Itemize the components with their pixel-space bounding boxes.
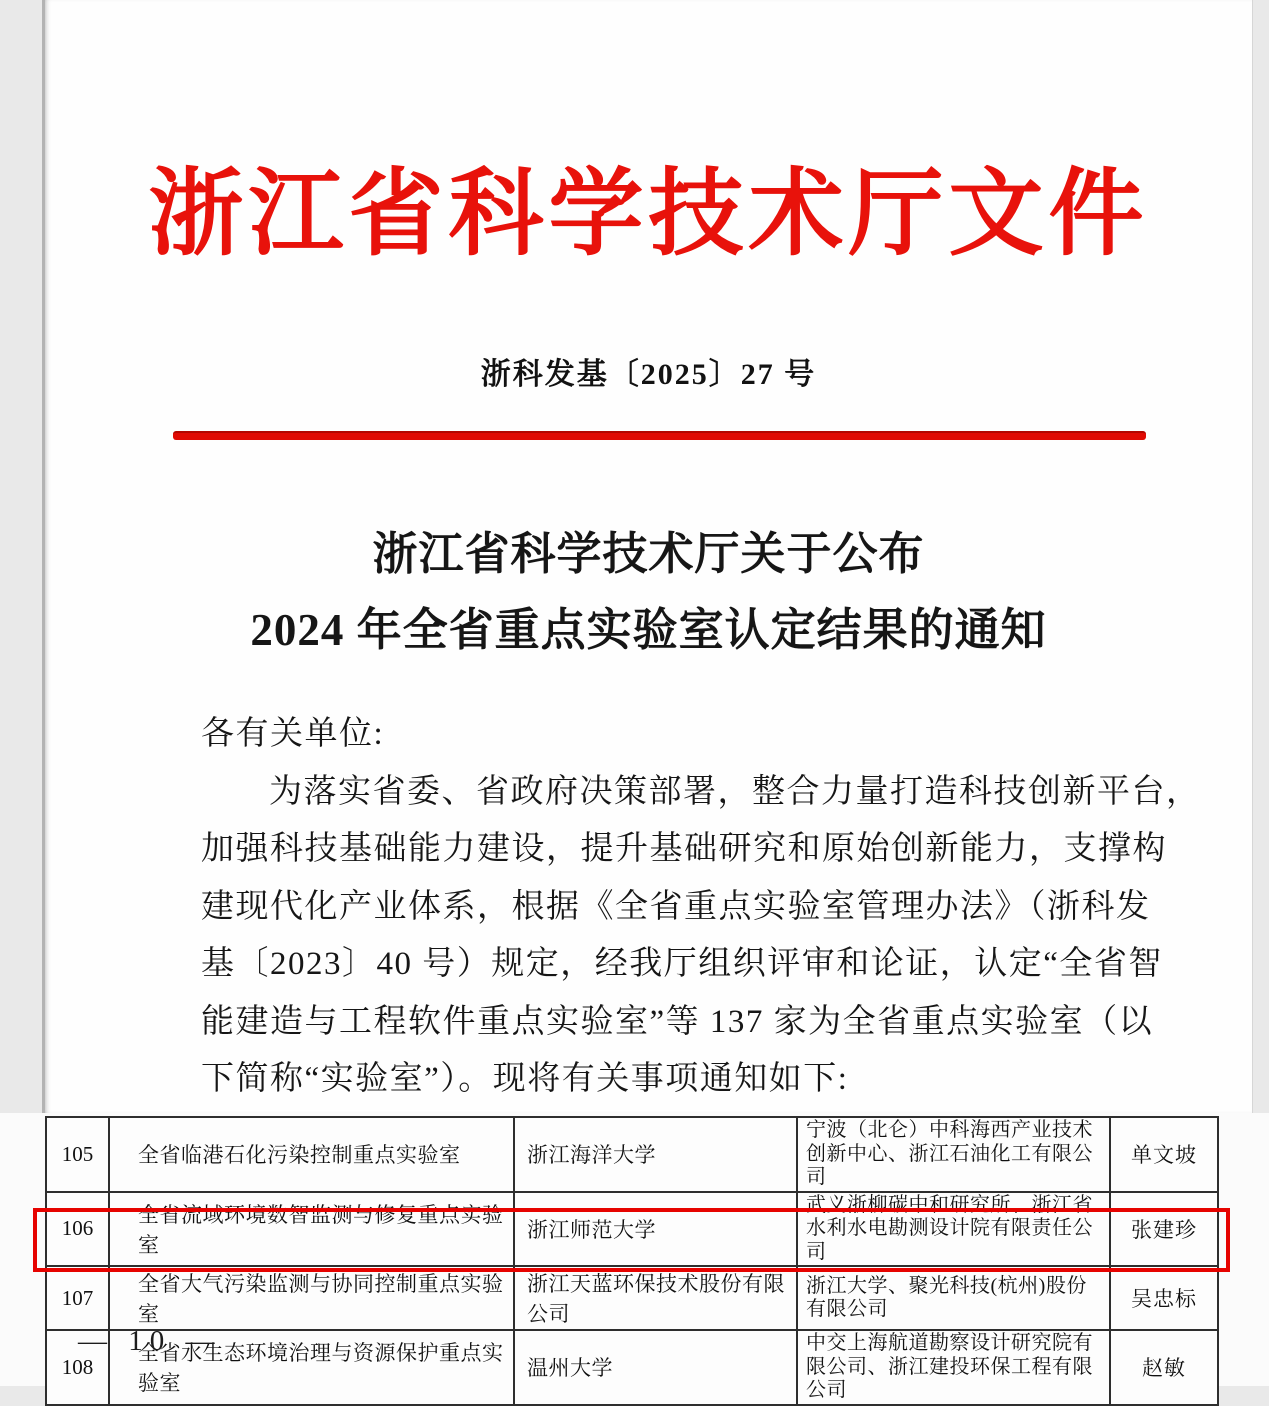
host-institution: 浙江师范大学: [514, 1192, 797, 1267]
lab-director: 吴忠标: [1110, 1266, 1218, 1330]
document-number: 浙科发基〔2025〕27 号: [480, 358, 817, 391]
lab-director: 赵敏: [1110, 1330, 1218, 1405]
partner-units: 武义浙柳碳中和研究所、浙江省水利水电勘测设计院有限责任公司: [797, 1192, 1110, 1267]
lab-name: 全省大气污染监测与协同控制重点实验室: [109, 1266, 514, 1330]
body-line: 建现代化产业体系，根据《全省重点实验室管理办法》（浙科发: [201, 888, 1151, 925]
notice-title-line1: 浙江省科学技术厅关于公布: [372, 529, 925, 579]
body-line: 下简称“实验室”）。现将有关事项通知如下:: [201, 1061, 849, 1097]
partner-units: 宁波（北仑）中科海西产业技术创新中心、浙江石油化工有限公司: [797, 1117, 1110, 1192]
notice-title-line2: 2024 年全省重点实验室认定结果的通知: [250, 605, 1047, 655]
body-line: 能建造与工程软件重点实验室”等 137 家为全省重点实验室（以: [201, 1003, 1154, 1040]
partner-units: 中交上海航道勘察设计研究院有限公司、浙江建投环保工程有限公司: [797, 1330, 1110, 1405]
row-number: 106: [46, 1192, 109, 1267]
host-institution: 浙江天蓝环保技术股份有限公司: [514, 1266, 797, 1330]
lab-name: 全省临港石化污染控制重点实验室: [109, 1117, 514, 1192]
body-line: 加强科技基础能力建设，提升基础研究和原始创新能力，支撑构: [201, 831, 1167, 867]
lab-results-table: [45, 1116, 1219, 1406]
lab-director: 单文坡: [1110, 1117, 1218, 1192]
lab-name: 全省流域环境数智监测与修复重点实验室: [109, 1192, 514, 1267]
host-institution: 温州大学: [514, 1330, 797, 1405]
lab-name: 全省水生态环境治理与资源保护重点实验室: [109, 1330, 514, 1405]
lab-results-table-section: [0, 1113, 1269, 1401]
body-line: 为落实省委、省政府决策部署，整合力量打造科技创新平台，: [269, 773, 1201, 810]
document-page: [42, 0, 1253, 1113]
body-line: 基〔2023〕40 号）规定，经我厅组织评审和论证，认定“全省智: [201, 946, 1163, 982]
red-divider-rule: [173, 431, 1146, 440]
notice-title: [45, 516, 1252, 668]
lab-director: 张建珍: [1110, 1192, 1218, 1267]
notice-body: [201, 706, 1201, 1109]
table-row: [46, 1192, 1218, 1267]
document-banner-title: 浙江省科学技术厅文件: [148, 161, 1149, 267]
row-number: 108: [46, 1330, 109, 1405]
row-number: 107: [46, 1266, 109, 1330]
host-institution: 浙江海洋大学: [514, 1117, 797, 1192]
partner-units: 浙江大学、聚光科技(杭州)股份有限公司: [797, 1266, 1110, 1330]
page-number: — 10 —: [78, 1325, 222, 1357]
salutation: 各有关单位:: [201, 716, 385, 752]
table-row-highlighted: [46, 1266, 1218, 1330]
row-number: 105: [46, 1117, 109, 1192]
table-row: [46, 1117, 1218, 1192]
